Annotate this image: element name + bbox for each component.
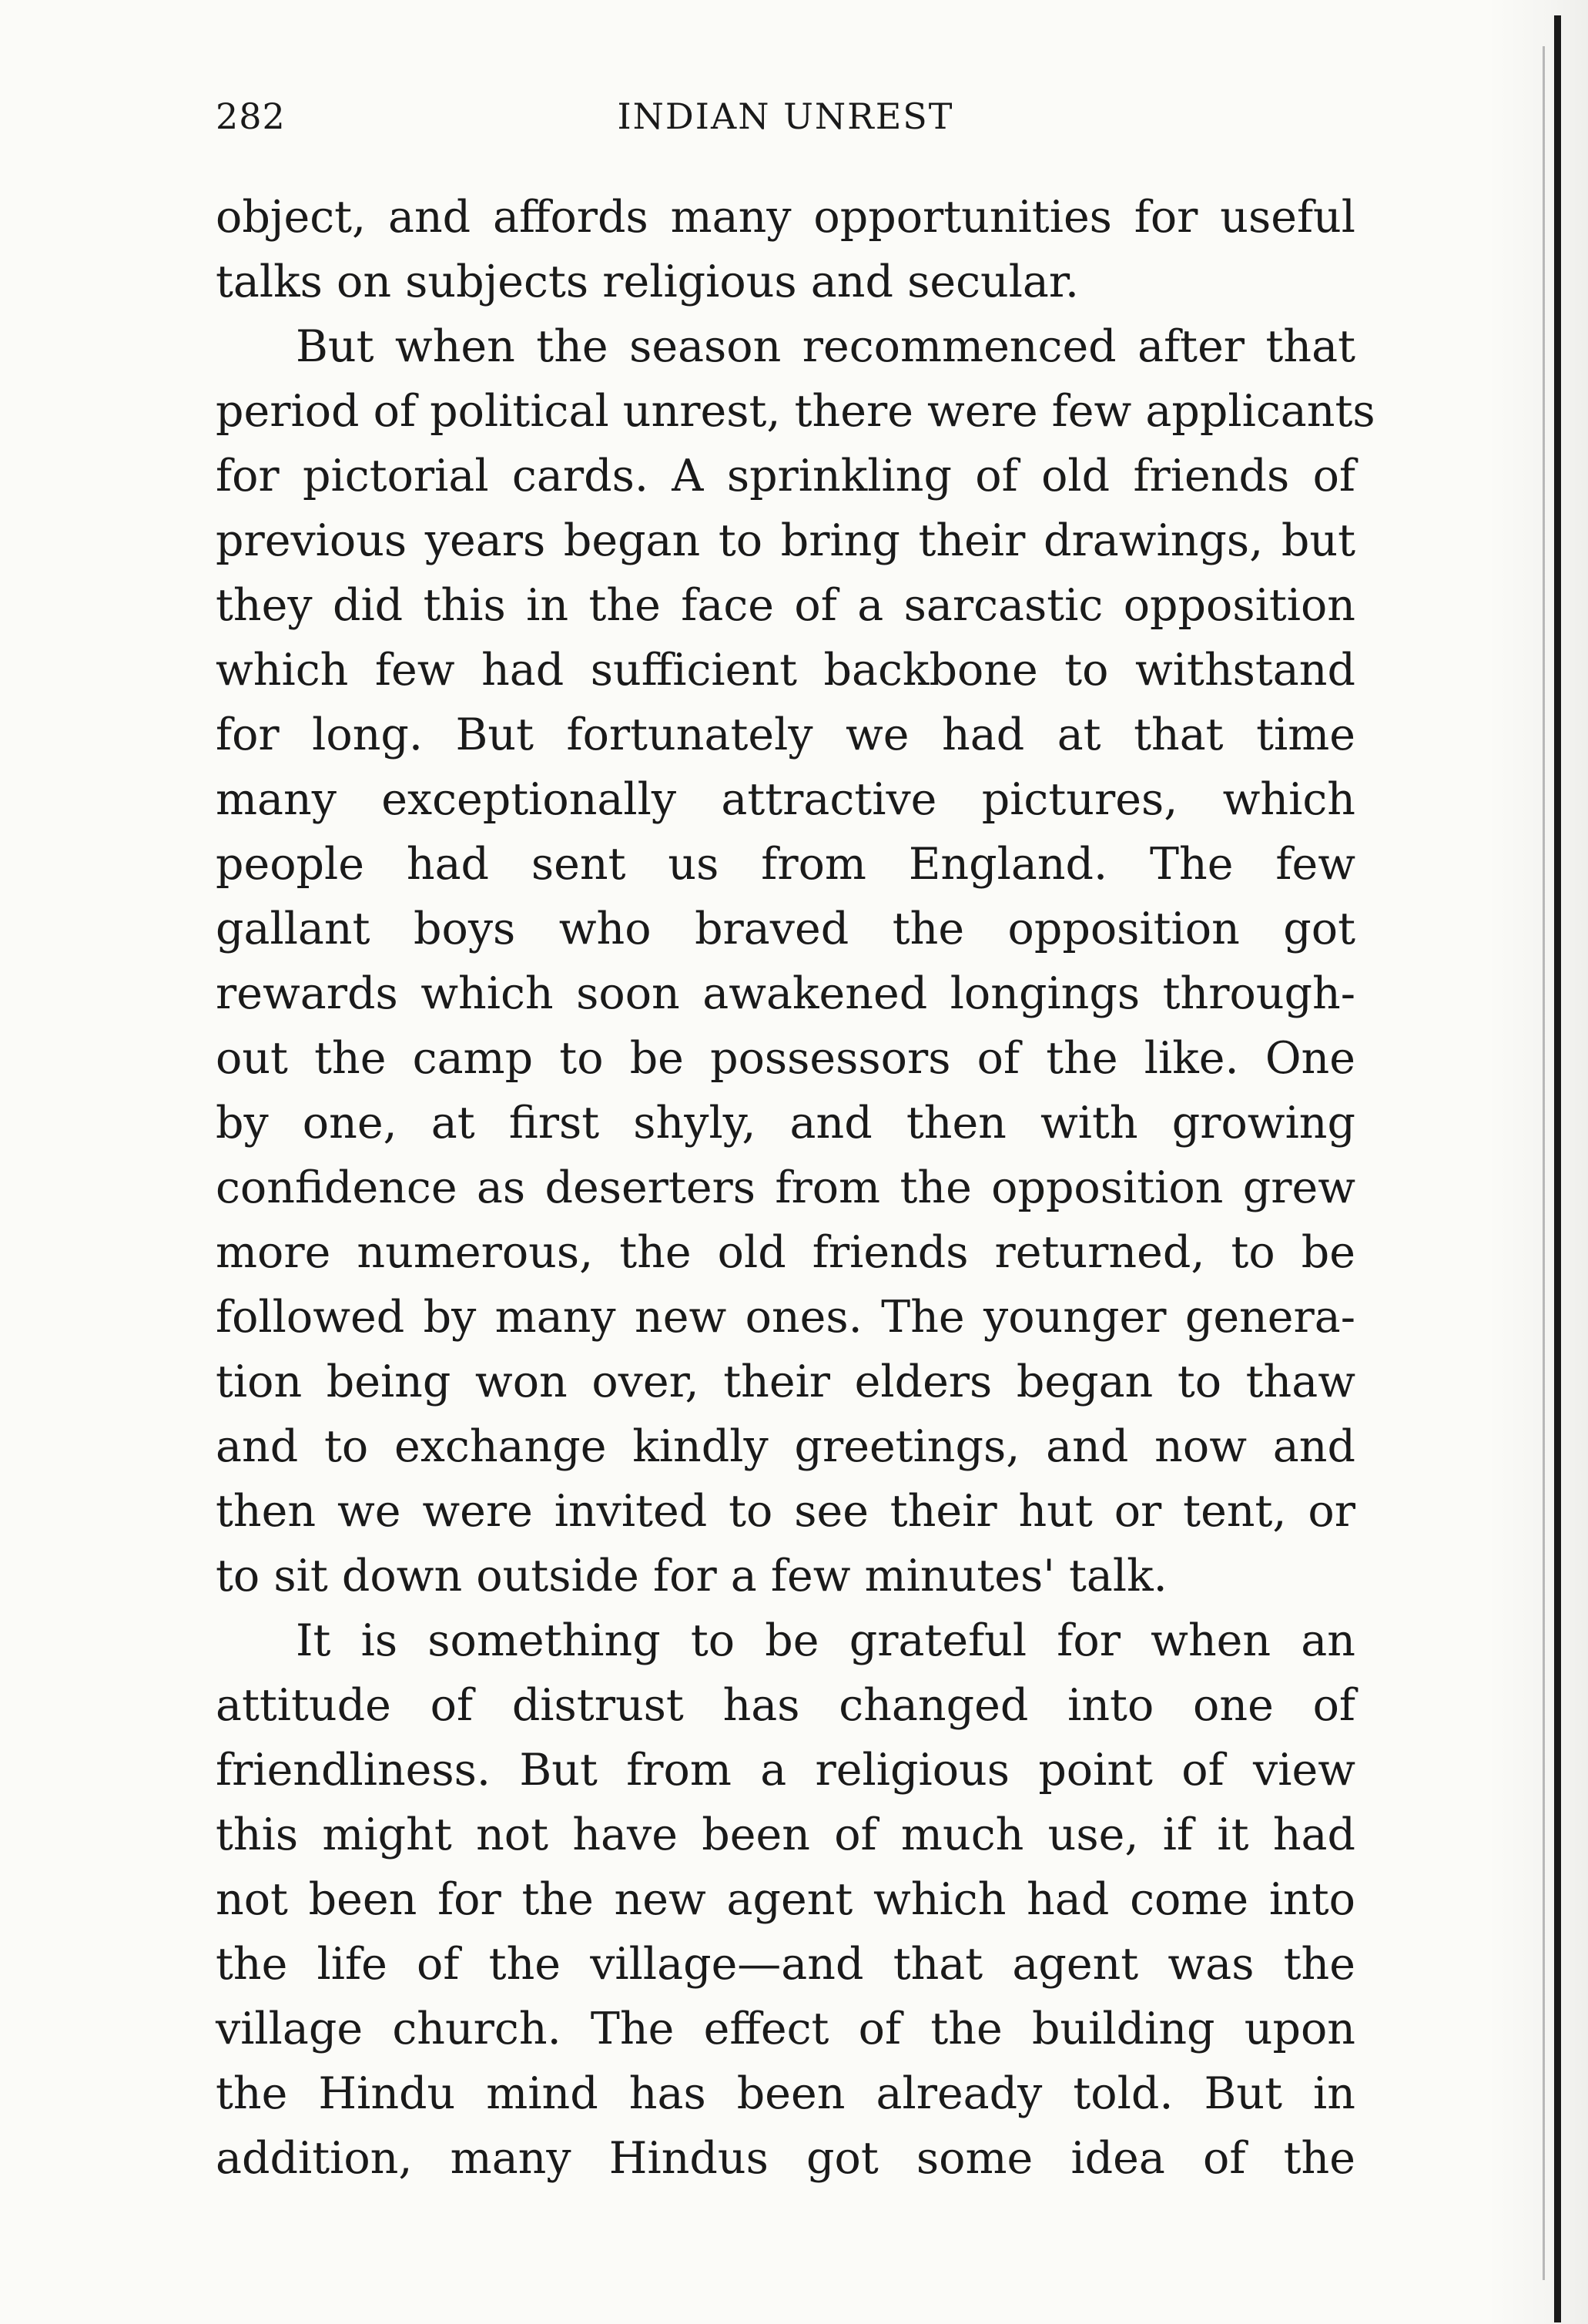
text-line: friendliness. But from a religious point of view xyxy=(216,1745,1355,1796)
text-line: gallant boys who braved the opposition got xyxy=(216,904,1355,954)
text-line: and to exchange kindly greetings, and now and xyxy=(216,1421,1355,1472)
text-line: this might not have been of much use, if it had xyxy=(216,1809,1355,1860)
text-line: followed by many new ones. The younger genera- xyxy=(216,1292,1355,1343)
body-text xyxy=(216,185,1375,2191)
text-line: confidence as deserters from the opposition grew xyxy=(216,1162,1355,1213)
text-line: more numerous, the old friends returned, to be xyxy=(216,1227,1355,1278)
running-head xyxy=(216,96,1355,157)
text-line: village church. The effect of the building upon xyxy=(216,2004,1355,2054)
page-edge-rule xyxy=(1554,15,1561,2322)
text-line: the life of the village—and that agent was the xyxy=(216,1939,1355,1990)
text-line: It is something to be grateful for when an xyxy=(296,1615,1355,1666)
text-line: tion being won over, their elders began to thaw xyxy=(216,1357,1355,1407)
page-number: 282 xyxy=(216,96,286,137)
text-line: the Hindu mind has been already told. But in xyxy=(216,2068,1355,2119)
text-line: addition, many Hindus got some idea of the xyxy=(216,2133,1355,2184)
running-title: INDIAN UNREST xyxy=(617,96,954,137)
page-edge-soft-line xyxy=(1543,46,1545,2280)
page-edge-shading xyxy=(1486,0,1588,2324)
text-line: But when the season recommenced after that xyxy=(296,321,1355,372)
text-line: many exceptionally attractive pictures, which xyxy=(216,774,1355,825)
text-line: for long. But fortunately we had at that time xyxy=(216,709,1355,760)
text-line: by one, at first shyly, and then with growing xyxy=(216,1098,1355,1149)
text-line: attitude of distrust has changed into one of xyxy=(216,1680,1355,1731)
text-line: which few had sufficient backbone to withstand xyxy=(216,645,1355,696)
text-line: for pictorial cards. A sprinkling of old friends of xyxy=(216,451,1355,501)
text-line: rewards which soon awakened longings through- xyxy=(216,968,1355,1019)
text-line: not been for the new agent which had come into xyxy=(216,1874,1355,1925)
text-line: out the camp to be possessors of the like. One xyxy=(216,1033,1355,1084)
text-line: previous years began to bring their drawings, but xyxy=(216,515,1355,566)
text-line: they did this in the face of a sarcastic opposition xyxy=(216,580,1355,631)
text-line: to sit down outside for a few minutes' talk. xyxy=(216,1551,1168,1601)
text-line: then we were invited to see their hut or tent, or xyxy=(216,1486,1355,1537)
text-line: people had sent us from England. The few xyxy=(216,839,1355,890)
text-line: period of political unrest, there were few applicants xyxy=(216,386,1375,437)
text-line: object, and affords many opportunities for useful xyxy=(216,192,1355,243)
text-line: talks on subjects religious and secular. xyxy=(216,257,1080,307)
